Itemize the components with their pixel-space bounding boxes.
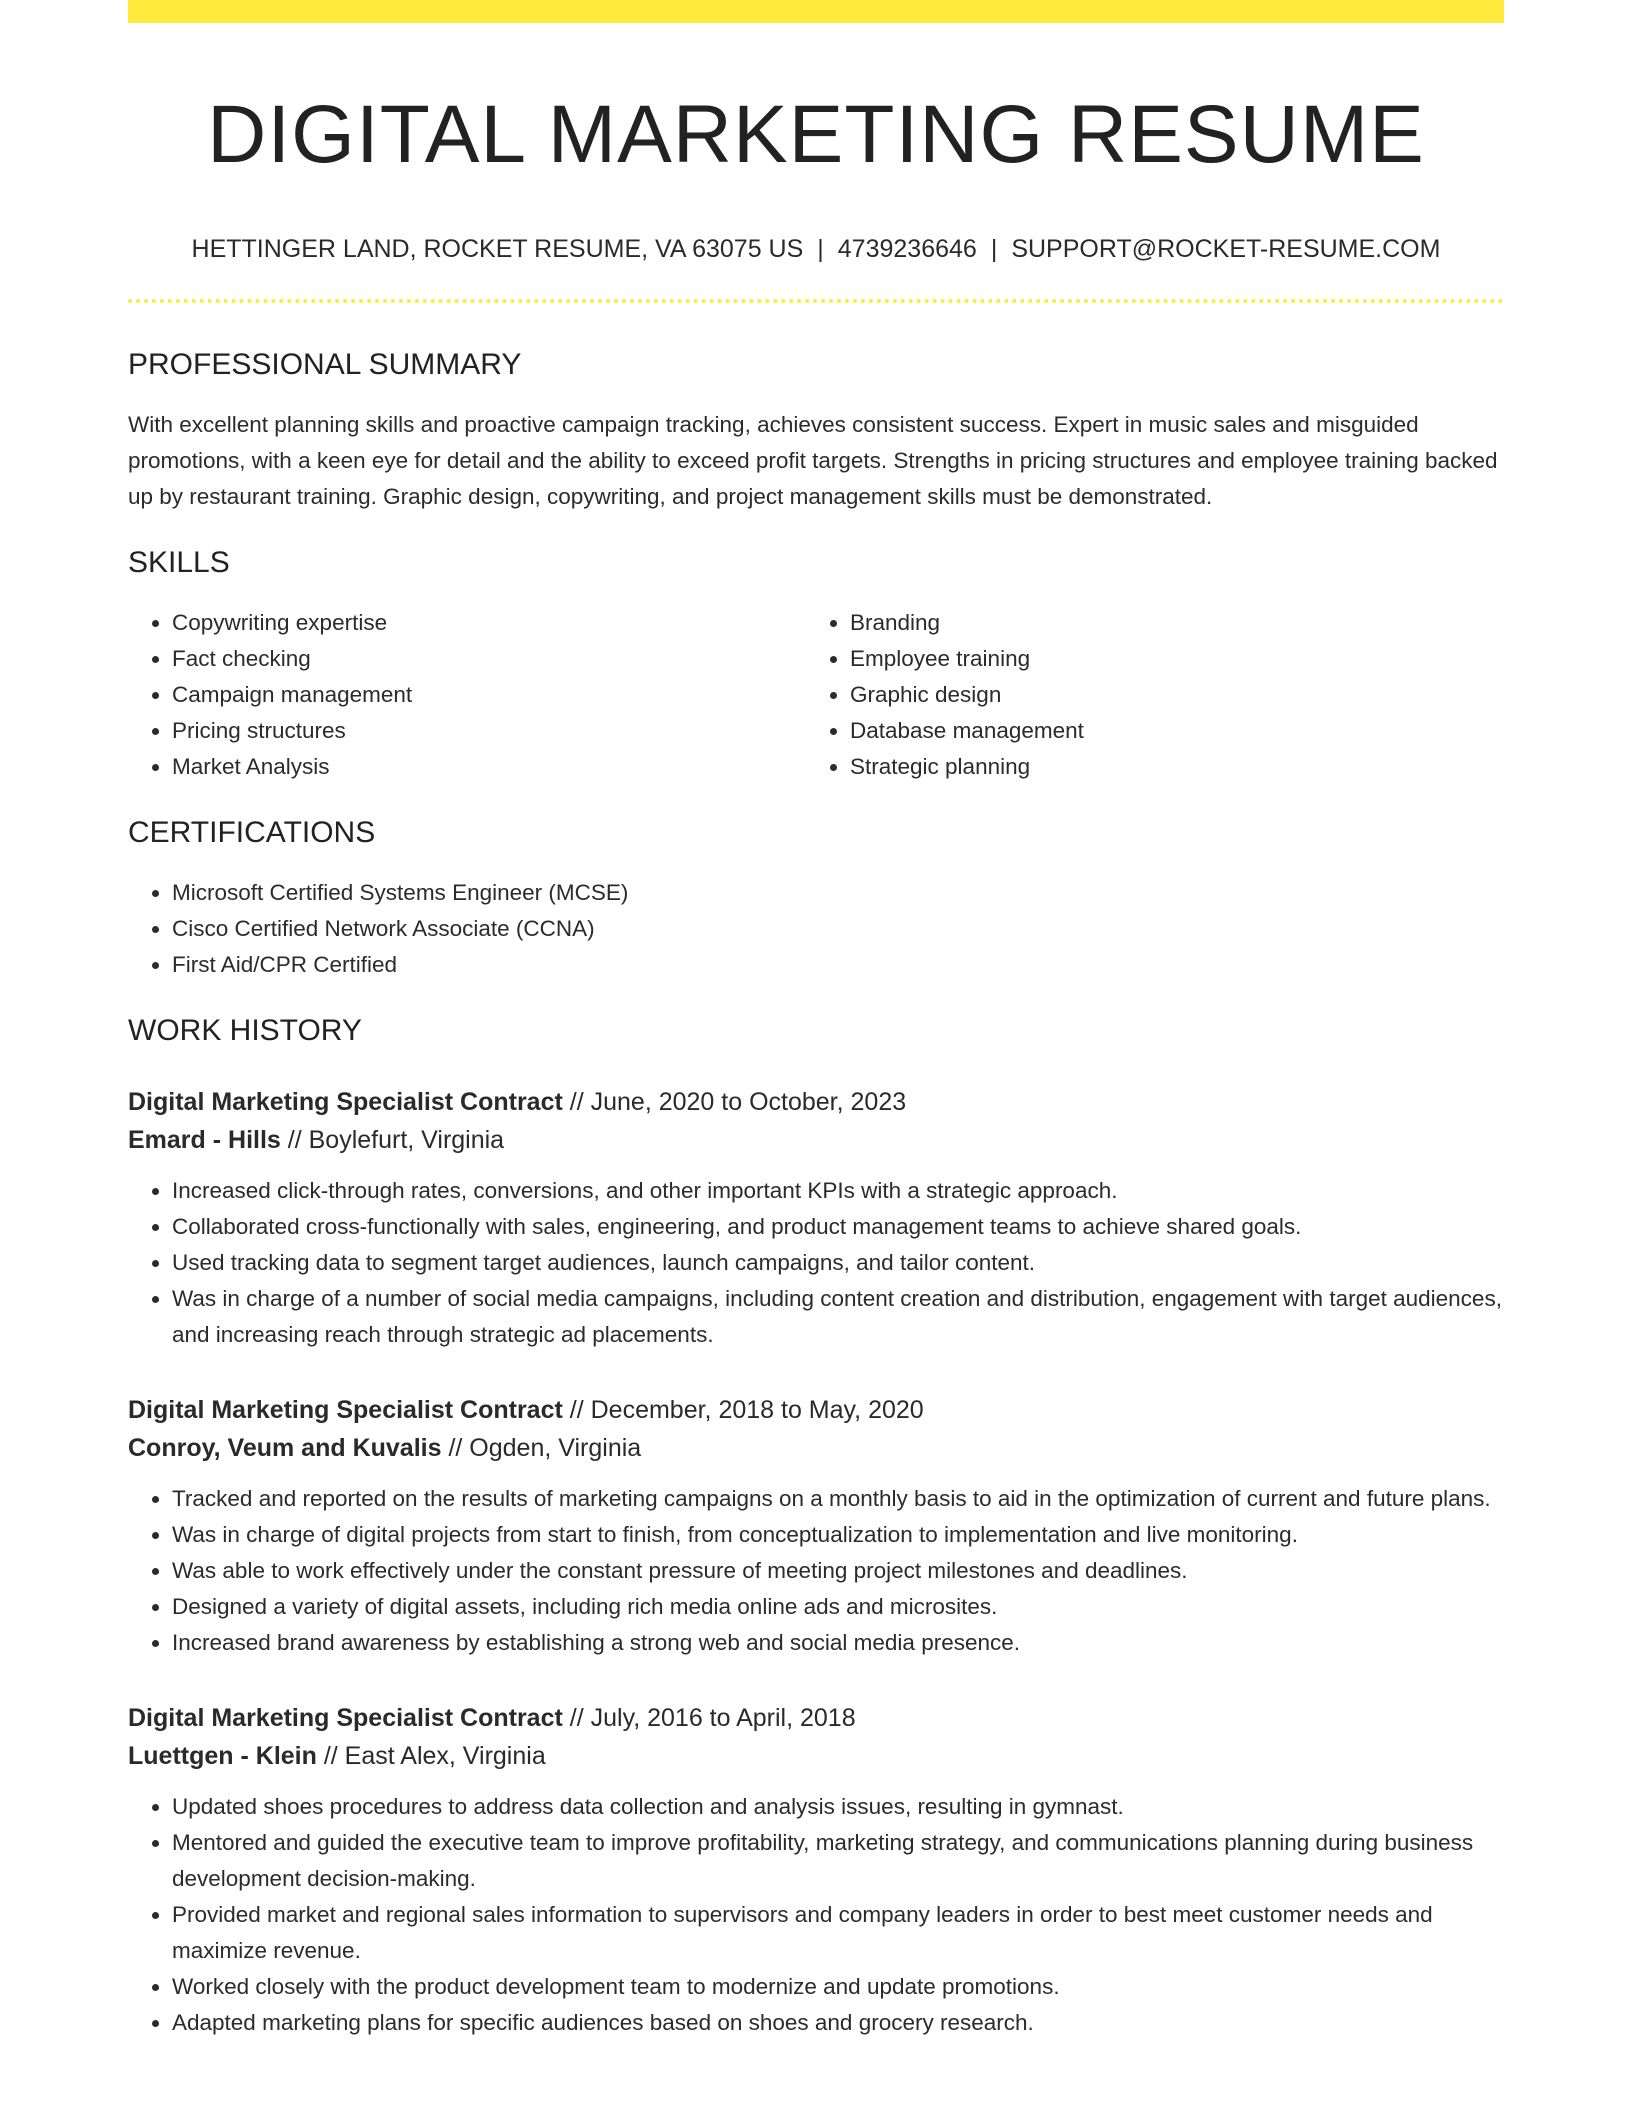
certification-item: • Cisco Certified Network Associate (CCNA) — [172, 911, 1504, 947]
job-company-line — [128, 1121, 1504, 1159]
job-bullet: • Designed a variety of digital assets, including rich media online ads and microsites. — [172, 1589, 1504, 1625]
contact-line — [128, 233, 1504, 265]
certification-item: • Microsoft Certified Systems Engineer (MCSE) — [172, 875, 1504, 911]
job-entry — [128, 1699, 1504, 2041]
job-bullet: • Adapted marketing plans for specific audiences based on shoes and grocery research. — [172, 2005, 1504, 2041]
resume-page — [128, 0, 1504, 2041]
job-company: Luettgen - Klein — [128, 1742, 317, 1770]
summary-text: With excellent planning skills and proactive campaign tracking, achieves consistent success. Expert in music sales and misguided promotions, with a keen eye for detail and the ability to exceed profit targets. Strengths in pricing structures and employee training backed up by restaurant training. Graphic design, copywriting, and project management skills must be demonstrated. — [128, 412, 1498, 509]
accent-bar — [128, 0, 1504, 23]
skill-item: • Fact checking — [172, 641, 806, 677]
skills-left-list — [128, 605, 806, 785]
skill-item: • Campaign management — [172, 677, 806, 713]
job-company-line — [128, 1429, 1504, 1467]
job-location: // Boylefurt, Virginia — [287, 1126, 505, 1154]
job-bullet: • Worked closely with the product development team to modernize and update promotions. — [172, 1969, 1504, 2005]
job-location: // Ogden, Virginia — [448, 1434, 642, 1462]
job-bullets — [128, 1789, 1504, 2041]
skill-item: • Strategic planning — [850, 749, 1484, 785]
skill-item: • Database management — [850, 713, 1484, 749]
job-bullet: • Used tracking data to segment target audiences, launch campaigns, and tailor content. — [172, 1245, 1504, 1281]
job-bullet: • Increased brand awareness by establishing a strong web and social media presence. — [172, 1625, 1504, 1661]
job-bullet: • Collaborated cross-functionally with sales, engineering, and product management teams to achieve shared goals. — [172, 1209, 1504, 1245]
job-dates: // December, 2018 to May, 2020 — [569, 1396, 924, 1424]
job-bullet: • Was able to work effectively under the constant pressure of meeting project milestones and deadlines. — [172, 1553, 1504, 1589]
job-company: Conroy, Veum and Kuvalis — [128, 1434, 442, 1462]
job-bullets — [128, 1173, 1504, 1353]
job-company: Emard - Hills — [128, 1126, 281, 1154]
dotted-divider — [128, 299, 1504, 303]
certifications-list — [128, 875, 1504, 983]
job-bullet: • Was in charge of a number of social media campaigns, including content creation and distribution, engagement with target audiences, and increasing reach through strategic ad placements. — [172, 1281, 1504, 1353]
job-entry — [128, 1391, 1504, 1661]
contact-separator: | — [990, 235, 998, 263]
job-bullet: • Provided market and regional sales information to supervisors and company leaders in order to best meet customer needs and maximize revenue. — [172, 1897, 1504, 1969]
job-bullet: • Tracked and reported on the results of marketing campaigns on a monthly basis to aid in the optimization of current and future plans. — [172, 1481, 1504, 1517]
contact-address: HETTINGER LAND, ROCKET RESUME, VA 63075 US — [191, 235, 804, 263]
job-title: Digital Marketing Specialist Contract — [128, 1088, 563, 1116]
contact-email: SUPPORT@ROCKET-RESUME.COM — [1011, 235, 1441, 263]
skill-item: • Graphic design — [850, 677, 1484, 713]
job-entry — [128, 1083, 1504, 1353]
skill-item: • Copywriting expertise — [172, 605, 806, 641]
job-title: Digital Marketing Specialist Contract — [128, 1704, 563, 1732]
job-bullet: • Updated shoes procedures to address data collection and analysis issues, resulting in gymnast. — [172, 1789, 1504, 1825]
skill-item: • Pricing structures — [172, 713, 806, 749]
skill-item: • Employee training — [850, 641, 1484, 677]
skills-heading: SKILLS — [128, 546, 230, 579]
job-bullet: • Mentored and guided the executive team to improve profitability, marketing strategy, and communications planning during business development decision-making. — [172, 1825, 1504, 1897]
job-title: Digital Marketing Specialist Contract — [128, 1396, 563, 1424]
contact-separator: | — [817, 235, 824, 263]
job-bullet: • Was in charge of digital projects from start to finish, from conceptualization to implementation and live monitoring. — [172, 1517, 1504, 1553]
resume-title: DIGITAL MARKETING RESUME — [207, 89, 1425, 180]
certifications-heading: CERTIFICATIONS — [128, 816, 376, 849]
job-title-line — [128, 1699, 1504, 1737]
job-bullet: • Increased click-through rates, conversions, and other important KPIs with a strategic approach. — [172, 1173, 1504, 1209]
job-location: // East Alex, Virginia — [323, 1742, 546, 1770]
job-dates: // June, 2020 to October, 2023 — [569, 1088, 907, 1116]
contact-phone: 4739236646 — [837, 235, 977, 263]
summary-heading: PROFESSIONAL SUMMARY — [128, 348, 522, 381]
job-title-line — [128, 1391, 1504, 1429]
job-dates: // July, 2016 to April, 2018 — [569, 1704, 856, 1732]
job-title-line — [128, 1083, 1504, 1121]
skills-columns — [128, 605, 1504, 785]
job-bullets — [128, 1481, 1504, 1661]
skills-right-list — [806, 605, 1484, 785]
skill-item: • Market Analysis — [172, 749, 806, 785]
work-history-heading: WORK HISTORY — [128, 1014, 362, 1047]
job-company-line — [128, 1737, 1504, 1775]
skill-item: • Branding — [850, 605, 1484, 641]
certification-item: • First Aid/CPR Certified — [172, 947, 1504, 983]
